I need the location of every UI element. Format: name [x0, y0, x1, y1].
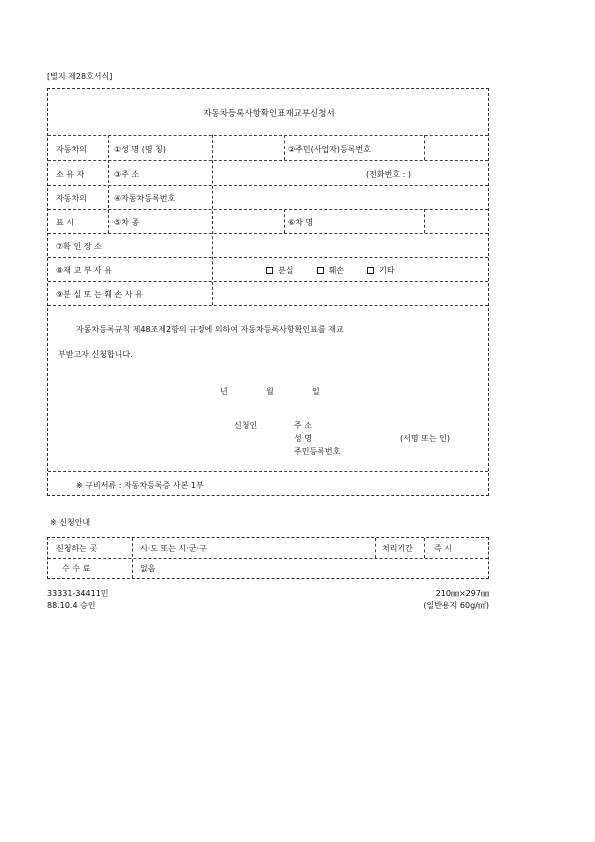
- application-form: [47, 88, 489, 496]
- where-label: 신청하는 곳: [56, 544, 98, 553]
- loss-reason-label: ⑨분 실 또 는 훼 손 사 유: [56, 290, 143, 299]
- reissue-reason-label: ⑧재 교 부 사 유: [56, 266, 112, 275]
- vehicle-name-label: ⑥차 명: [288, 218, 314, 227]
- row-divider: [48, 305, 488, 306]
- column-divider: [108, 135, 109, 233]
- reason-loss-label: 분실: [278, 266, 294, 275]
- reason-damage-label: 훼손: [328, 266, 345, 275]
- row-divider: [48, 135, 488, 136]
- fee-value: 없음: [140, 564, 156, 573]
- statement-line-1: 자동차등록규칙 제48조제2항의 규정에 의하여 자동차등록사항확인표를 재교: [76, 325, 344, 334]
- resident-no-label: ②주민(사업자)등록번호: [288, 145, 371, 154]
- owner-label-top: 자동차의: [56, 145, 87, 154]
- reason-loss-checkbox[interactable]: [266, 267, 273, 274]
- guide-table: [47, 537, 489, 579]
- column-divider: [284, 209, 285, 233]
- date-month: 월: [266, 387, 274, 396]
- phone-label: (전화번호 : ): [366, 170, 411, 179]
- column-divider: [212, 135, 213, 305]
- form-label: [별지 제28호서식]: [47, 72, 113, 81]
- row-divider: [48, 233, 488, 234]
- applicant-label: 신청인: [234, 421, 258, 430]
- row-divider: [48, 281, 488, 282]
- row-divider: [48, 471, 488, 472]
- reason-other-label: 기타: [379, 266, 395, 275]
- confirm-place-label: ⑦확 인 장 소: [56, 242, 102, 251]
- row-divider: [48, 257, 488, 258]
- fee-label: 수 수 료: [62, 564, 91, 573]
- reason-other-checkbox[interactable]: [367, 267, 374, 274]
- date-day: 일: [312, 387, 320, 396]
- row-divider: [48, 209, 488, 210]
- applicant-name: 성 명: [294, 434, 312, 443]
- footer-size: 210㎜×297㎜: [435, 589, 489, 598]
- column-divider: [132, 538, 133, 578]
- period-value: 즉 시: [434, 544, 452, 553]
- applicant-resident-no: 주민등록번호: [294, 447, 341, 456]
- reg-no-label: ④자동차등록번호: [114, 194, 176, 203]
- row-divider: [48, 558, 488, 559]
- footer-approval: 88.10.4 승인: [47, 601, 96, 610]
- footer-paper: (일반용지 60g/㎡): [423, 601, 489, 610]
- column-divider: [424, 538, 425, 558]
- statement-line-2: 부받고자 신청합니다.: [58, 350, 133, 359]
- date-year: 년: [220, 387, 228, 396]
- name-label: ①성 명 (명 칭): [114, 145, 166, 154]
- vehicle-label-bottom: 표 시: [56, 218, 74, 227]
- form-title: 자동차등록사항확인표재교부신청서: [203, 109, 335, 119]
- owner-label-bottom: 소 유 자: [56, 170, 85, 179]
- applicant-address: 주 소: [294, 421, 312, 430]
- attachment-note: ※ 구비서류 : 자동차등록증 사본 1부: [76, 481, 204, 490]
- address-label: ③주 소: [114, 170, 140, 179]
- reason-damage-checkbox[interactable]: [317, 267, 324, 274]
- applicant-signature: (서명 또는 인): [400, 434, 450, 443]
- vehicle-label-top: 자동차의: [56, 194, 87, 203]
- model-label: ⑤차 종: [114, 218, 140, 227]
- where-value: 시·도 또는 시·군·구: [140, 544, 207, 553]
- guide-heading: ※ 신청안내: [50, 518, 91, 527]
- column-divider: [424, 209, 425, 233]
- column-divider: [375, 538, 376, 558]
- column-divider: [424, 135, 425, 160]
- row-divider: [48, 160, 488, 161]
- footer-code: 33331-34411민: [47, 589, 109, 598]
- reissue-reason-options: [266, 265, 395, 276]
- period-label: 처리기간: [382, 544, 413, 553]
- column-divider: [284, 135, 285, 160]
- row-divider: [48, 185, 488, 186]
